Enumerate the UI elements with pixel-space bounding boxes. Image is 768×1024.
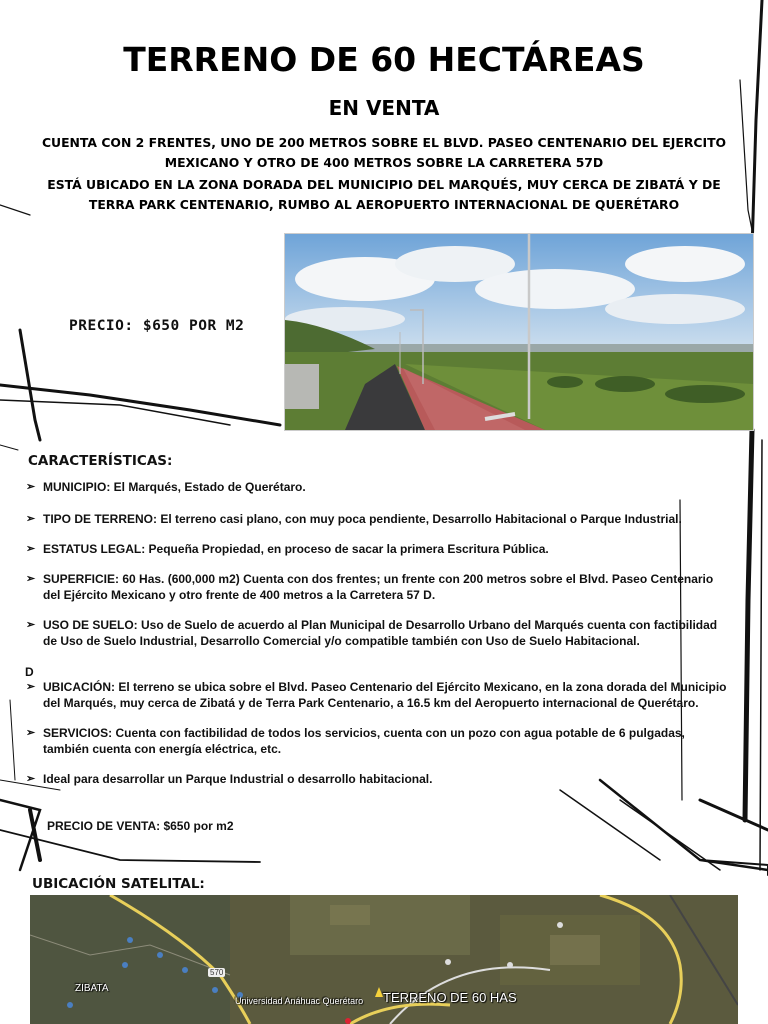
bullet-arrow-icon: ➢ [26,773,36,785]
stray-character: D [25,665,34,679]
bullet-arrow-icon: ➢ [26,727,36,739]
map-label-university: Universidad Anáhuac Querétaro [235,996,364,1006]
bullet-arrow-icon: ➢ [26,573,36,585]
list-item: ➢ SUPERFICIE: 60 Has. (600,000 m2) Cuenta con dos frentes; un frente con 200 metros sobre el Blvd. Paseo Centenario del Ejército Mexicano y otro frente de 400 metros a la Carretera 57 D. [26,572,714,602]
bullet-arrow-icon: ➢ [26,619,36,631]
list-item: ➢ TIPO DE TERRENO: El terreno casi plano, con muy poca pendiente, Desarrollo Habitacional o Parque Industrial. [26,512,682,526]
intro-text [30,133,738,217]
list-item: ➢ ESTATUS LEGAL: Pequeña Propiedad, en proceso de sacar la primera Escritura Pública. [26,542,549,556]
list-item: ➢ MUNICIPIO: El Marqués, Estado de Querétaro. [26,480,306,494]
price-headline: PRECIO: $650 POR M2 [69,318,245,334]
satellite-heading: UBICACIÓN SATELITAL: [32,876,205,892]
list-item: ➢ USO DE SUELO: Uso de Suelo de acuerdo al Plan Municipal de Desarrollo Urbano del Marqués cuenta con factibilidad de Uso de Suelo Industrial, Desarrollo Comercial y/o compatible también con Uso de Suelo Habitacional. [26,618,718,648]
list-item: ➢ SERVICIOS: Cuenta con factibilidad de todos los servicios, cuenta con un pozo con agua potable de 6 pulgadas, también cuenta con energía eléctrica, etc. [26,726,685,756]
bullet-arrow-icon: ➢ [26,543,36,555]
page-subtitle: EN VENTA [328,96,440,120]
map-label-zibata: ZIBATA [75,983,109,994]
property-photo [284,233,754,431]
bullet-arrow-icon: ➢ [26,513,36,525]
bullet-arrow-icon: ➢ [26,681,36,693]
page-title: TERRENO DE 60 HECTÁREAS [123,40,645,79]
map-label-road: 570 [210,968,224,977]
intro-paragraph: CUENTA CON 2 FRENTES, UNO DE 200 METROS SOBRE EL BLVD. PASEO CENTENARIO DEL EJERCITO MEXICANO Y OTRO DE 400 METROS SOBRE LA CARRETERA 57D [41,135,727,170]
satellite-map [30,895,738,1024]
list-item: ➢ Ideal para desarrollar un Parque Industrial o desarrollo habitacional. [26,772,433,786]
list-item: ➢ UBICACIÓN: El terreno se ubica sobre el Blvd. Paseo Centenario del Ejército Mexicano, en la zona dorada del Municipio del Marqués, muy cerca de Zibatá y de Terra Park Centenario, a 16.5 km del Aeropuerto internacional de Querétaro. [26,680,727,710]
characteristics-heading: CARACTERÍSTICAS: [28,453,173,469]
sale-price: PRECIO DE VENTA: $650 por m2 [47,819,234,833]
map-label-terrain: TERRENO DE 60 HAS [383,990,517,1005]
intro-paragraph: ESTÁ UBICADO EN LA ZONA DORADA DEL MUNICIPIO DEL MARQUÉS, MUY CERCA DE ZIBATÁ Y DE TERRA PARK CENTENARIO, RUMBO AL AEROPUERTO INTERNACIONAL DE QUERÉTARO [47,177,721,212]
bullet-arrow-icon: ➢ [26,481,36,493]
